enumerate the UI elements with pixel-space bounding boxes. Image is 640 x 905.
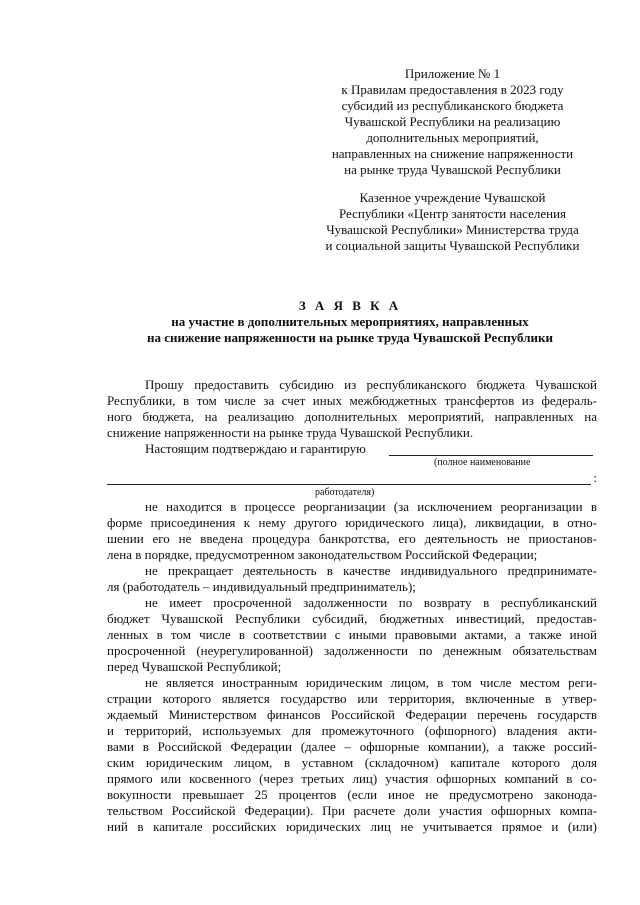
title-heading: З А Я В К А: [298, 298, 402, 313]
body-line: ний в капитале российских юридических лиц не учитывается прямое и (или): [107, 819, 597, 834]
addressee-line: Казенное учреждение Чувашской: [359, 190, 546, 205]
body-line: ским юридическим лицом, в уставном (складочном) капитале которого доля: [107, 755, 597, 770]
employer-name-field-continued[interactable]: [107, 484, 591, 485]
field-hint-text: (полное наименование: [434, 457, 531, 468]
body-line: не прекращает деятельность в качестве индивидуального предпринимате-: [145, 563, 597, 578]
appendix-line: субсидий из республиканского бюджета: [341, 98, 564, 113]
body-line: вокупности превышает 25 процентов (если иное не предусмотрено законода-: [107, 787, 597, 802]
field-hint: [107, 486, 597, 499]
body-line: страции которого является государство или территория, включенные в утвер-: [107, 691, 597, 706]
body-line: лена в порядке, предусмотренном законодательством Российской Федерации;: [107, 547, 538, 562]
body-line: не имеет просроченной задолженности по возврату в республиканский: [145, 595, 597, 610]
body-line: Прошу предоставить субсидию из республиканского бюджета Чувашской: [145, 377, 597, 392]
body-line: Республики, в том числе за счет иных межбюджетных трансфертов из федераль-: [107, 393, 597, 408]
body-line: просроченной (неурегулированной) задолженности по денежным обязательствам: [107, 643, 597, 658]
employer-name-row: [107, 470, 597, 486]
colon: :: [593, 470, 597, 485]
field-hint: [107, 457, 597, 470]
addressee-line: и социальной защиты Чувашской Республики: [325, 238, 580, 253]
body-line: ного бюджета, на реализацию дополнительных мероприятий, направленных на: [107, 409, 597, 424]
body-line: шении его не введена процедура банкротства, его деятельность не приостанов-: [107, 531, 597, 546]
body-line: не является иностранным юридическим лицом, в том числе местом реги-: [145, 675, 597, 690]
appendix-line: дополнительных мероприятий,: [366, 130, 539, 145]
field-hint-text: работодателя): [315, 487, 375, 498]
appendix-line: Приложение № 1: [404, 66, 501, 81]
addressee-block: [300, 190, 605, 254]
addressee-line: Республики «Центр занятости населения: [338, 206, 567, 221]
title-subtitle-line: на участие в дополнительных мероприятиях, направленных: [171, 314, 529, 329]
guarantee-text: Настоящим подтверждаю и гарантирую: [145, 441, 366, 456]
body-line: не находится в процессе реорганизации (за исключением реорганизации в: [145, 499, 597, 514]
document-title: [100, 298, 600, 346]
appendix-line: Чувашской Республики на реализацию: [344, 114, 561, 129]
body-line: и территорий, используемых для промежуточного (офшорного) владения акти-: [107, 723, 597, 738]
body-line: ленных в том числе в соответствии с иными правовыми актами, а также иной: [107, 627, 597, 642]
appendix-line: к Правилам предоставления в 2023 году: [341, 82, 564, 97]
body-line: бюджет Чувашской Республики субсидий, бюджетных инвестиций, предостав-: [107, 611, 597, 626]
document-body: [107, 377, 597, 835]
body-line: перед Чувашской Республикой;: [107, 659, 282, 674]
guarantee-row: [107, 441, 597, 457]
body-line: форме присоединения к нему другого юридического лица), ликвидации, в отно-: [107, 515, 597, 530]
appendix-line: на рынке труда Чувашской Республики: [344, 162, 561, 177]
addressee-line: Чувашской Республики» Министерства труда: [326, 222, 579, 237]
body-line: ждаемый Министерством финансов Российской Федерации перечень государств: [107, 707, 597, 722]
body-line: вами в Российской Федерации (далее – офшорные компании), а также россий-: [107, 739, 597, 754]
appendix-line: направленных на снижение напряженности: [331, 146, 574, 161]
body-line: тельством Российской Федерации). При расчете доли участия офшорных компа-: [107, 803, 597, 818]
body-line: ля (работодатель – индивидуальный предприниматель);: [107, 579, 416, 594]
title-subtitle-line: на снижение напряженности на рынке труда Чувашской Республики: [147, 330, 553, 345]
body-line: снижение напряженности на рынке труда Чувашской Республики.: [107, 425, 474, 440]
appendix-header: [300, 66, 605, 178]
body-line: прямого или косвенного (через третьих лиц) участия офшорных компаний в со-: [107, 771, 597, 786]
